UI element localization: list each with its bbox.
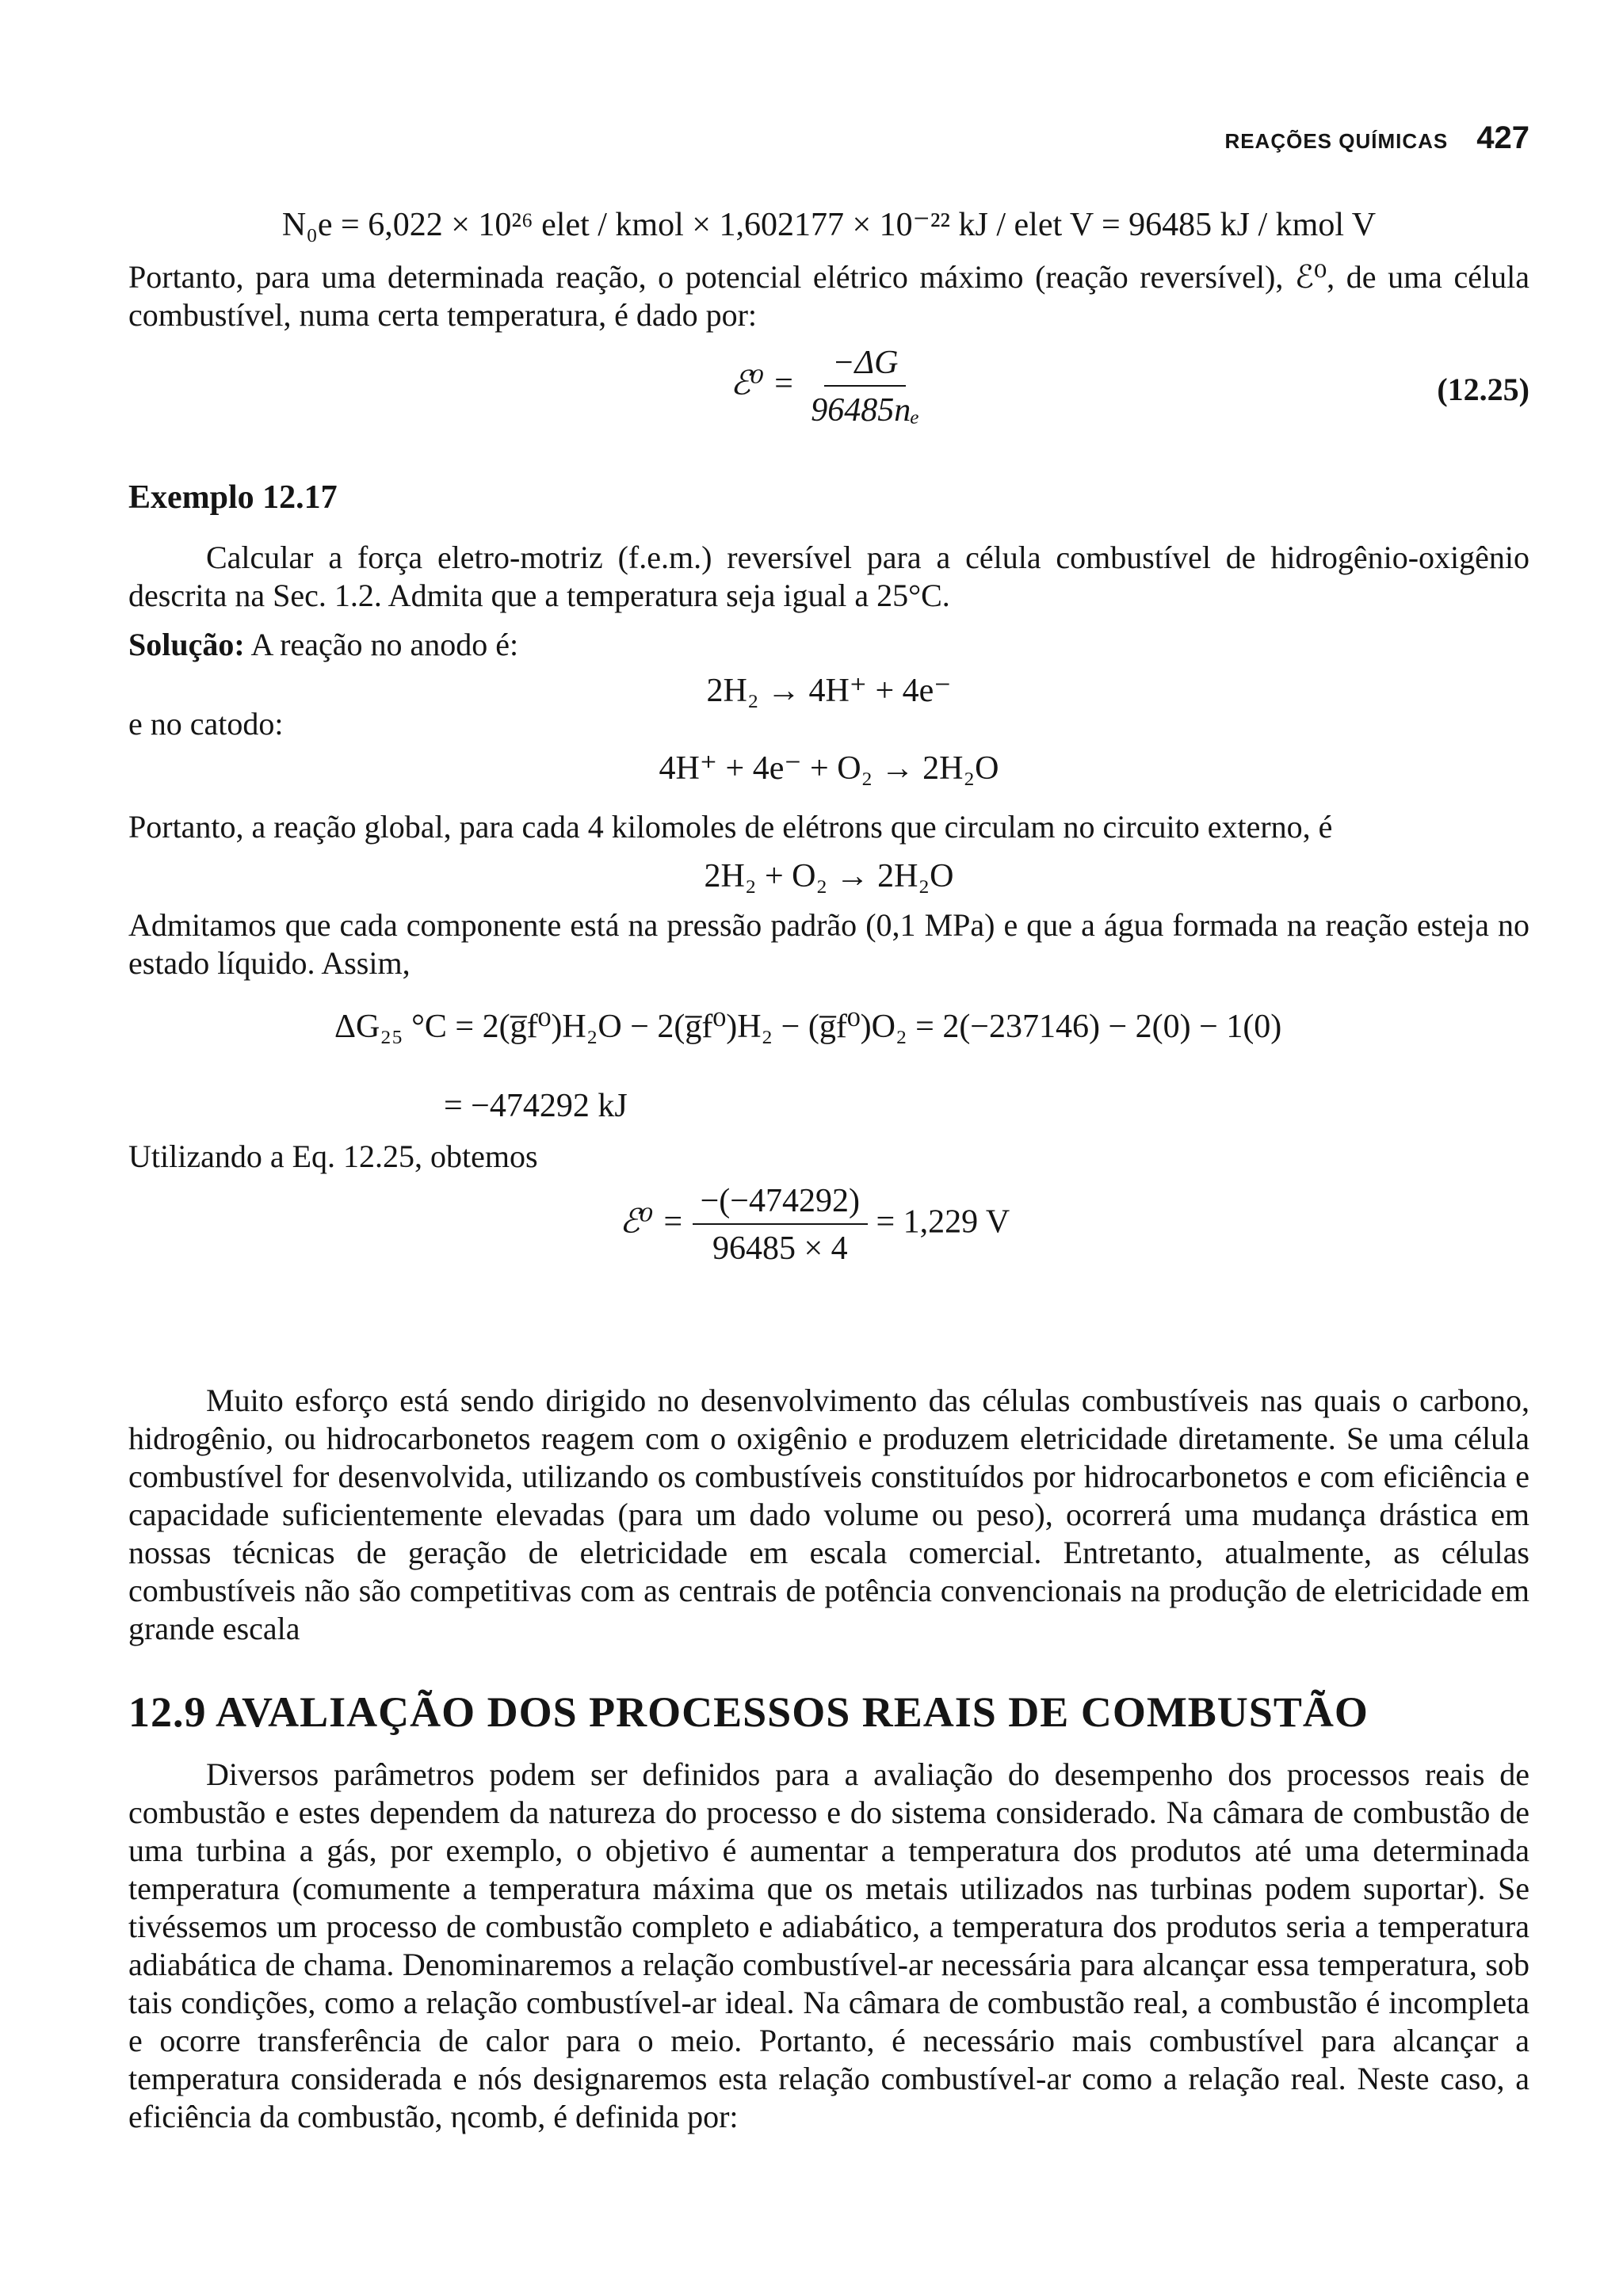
equation-fraction <box>803 342 927 431</box>
emf-equation <box>128 1180 1529 1276</box>
equation-denominator: 96485nₑ <box>811 392 920 429</box>
assumption-paragraph <box>128 906 1529 982</box>
anode-reaction: 2H₂ → 4H⁺ + 4e⁻ <box>706 673 952 709</box>
fuel-cell-effort-paragraph <box>128 1382 1529 1648</box>
example-statement <box>128 539 1529 615</box>
running-title: REAÇÕES QUÍMICAS <box>1224 129 1449 153</box>
example-title <box>128 479 1529 517</box>
gibbs-energy-equation: ΔG₂₅ °C = 2(g̅f⁰)H₂O − 2(g̅f⁰)H₂ − (g̅f⁰)O₂ = 2(−237146) − 2(0) − 1(0) <box>334 1009 1282 1045</box>
emf-numerator: −(−474292) <box>693 1180 868 1225</box>
solution-text: A reação no anodo é: <box>250 627 519 662</box>
cathode-label-text: e no catodo: <box>128 706 284 742</box>
gibbs-energy-result: = −474292 kJ <box>444 1088 628 1124</box>
paragraph-intro <box>128 258 1529 334</box>
section-heading <box>128 1688 1529 1737</box>
equation-faraday-constant: N₀e = 6,022 × 10²⁶ elet / kmol × 1,602177 × 10⁻²² kJ / elet V = 96485 kJ / kmol V <box>281 207 1377 243</box>
section-heading-text: 12.9 AVALIAÇÃO DOS PROCESSOS REAIS DE COMBUSTÃO <box>128 1688 1369 1736</box>
using-equation-text <box>128 1138 1529 1176</box>
global-reaction: 2H₂ + O₂ → 2H₂O <box>704 858 954 894</box>
section-body-text: Diversos parâmetros podem ser definidos para a avaliação do desempenho dos processos reais de combustão e estes dependem da natureza do processo e do sistema considerado. Na câmara de combustão de uma turbina a gás, por exemplo, o objetivo é aumentar a temperatura dos produtos até uma determinada temperatura (comumente a temperatura máxima que os metais utilizados nas turbinas podem suportar). Se tivéssemos um processo de combustão completo e adiabático, a temperatura dos produtos seria a temperatura adiabática de chama. Denominaremos a relação combustível-ar necessária para alcançar essa temperatura, sob tais condições, como a relação combustível-ar ideal. Na câmara de combustão real, a combustão é incompleta e ocorre transferência de calor para o meio. Portanto, é necessário mais combustível para alcançar a temperatura considerada e nós designaremos esta relação combustível-ar como a relação real. Neste caso, a eficiência da combustão, ηcomb, é definida por: <box>128 1756 1529 2134</box>
emf-fraction <box>693 1180 868 1269</box>
global-reaction-paragraph: Portanto, a reação global, para cada 4 kilomoles de elétrons que circulam no circuito externo, é <box>128 809 1333 845</box>
using-equation-paragraph: Utilizando a Eq. 12.25, obtemos <box>128 1138 538 1174</box>
example-statement-text: Calcular a força eletro-motriz (f.e.m.) reversível para a célula combustível de hidrogênio-oxigênio descrita na Sec. 1.2. Admita que a temperatura seja igual a 25°C. <box>128 540 1529 613</box>
page-number: 427 <box>1476 120 1529 155</box>
emf-result: = 1,229 V <box>876 1203 1010 1241</box>
example-title-text: Exemplo 12.17 <box>128 479 338 516</box>
cathode-label <box>128 705 1529 743</box>
emf-lhs: ℰ⁰ = <box>620 1203 685 1241</box>
solution-intro <box>128 626 1529 664</box>
page-header <box>1224 120 1529 156</box>
paragraph-intro-text: Portanto, para uma determinada reação, o potencial elétrico máximo (reação reversível), ℰ⁰, de uma célula combustível, numa certa temperatura, é dado por: <box>128 259 1529 333</box>
equation-12-25 <box>128 342 1529 445</box>
fuel-cell-effort-text: Muito esforço está sendo dirigido no desenvolvimento das células combustíveis nas quais o carbono, hidrogênio, ou hidrocarbonetos reagem com o oxigênio e produzem eletricidade diretamente. Se uma célula combustível for desenvolvida, utilizando os combustíveis constituídos por hidrocarbonetos e com eficiência e capacidade suficientemente elevadas (para um dado volume ou peso), ocorrerá uma mudança drástica em nossas técnicas de geração de eletricidade em escala comercial. Entretanto, atualmente, as células combustíveis não são competitivas com as centrais de potência convencionais na produção de eletricidade em grande escala <box>128 1383 1529 1646</box>
section-body <box>128 1756 1529 2136</box>
equation-numerator: −ΔG <box>824 342 906 387</box>
emf-denominator: 96485 × 4 <box>712 1230 848 1267</box>
equation-number: (12.25) <box>1437 372 1529 407</box>
global-reaction-text <box>128 808 1529 846</box>
cathode-reaction: 4H⁺ + 4e⁻ + O₂ → 2H₂O <box>659 750 999 787</box>
equation-lhs: ℰ⁰ = <box>730 365 795 402</box>
assumption-text: Admitamos que cada componente está na pressão padrão (0,1 MPa) e que a água formada na reação esteja no estado líquido. Assim, <box>128 907 1529 981</box>
solution-label: Solução: <box>128 627 245 662</box>
